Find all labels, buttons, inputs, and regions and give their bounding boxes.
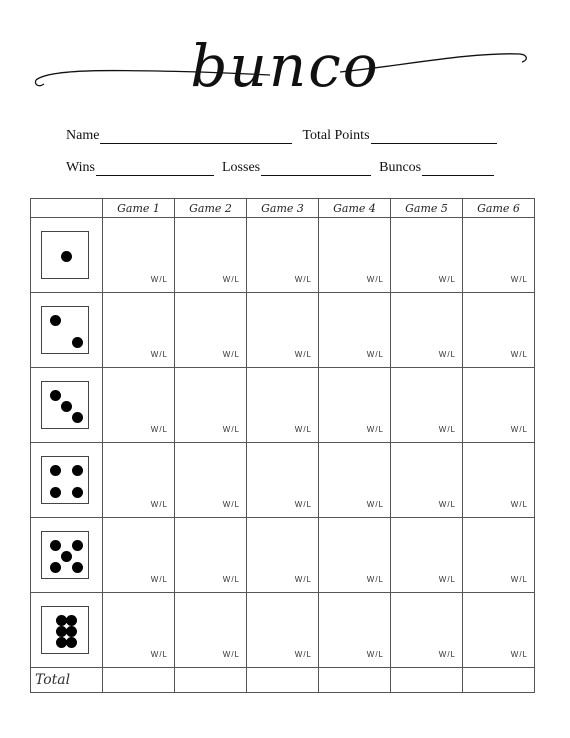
corner-cell [31,199,103,218]
die-pip [50,487,61,498]
game-2-header: Game 2 [175,199,247,218]
total-cell[interactable] [247,668,319,693]
die-cell [31,368,103,443]
die-cell [31,293,103,368]
score-cell[interactable] [247,443,319,518]
score-cell[interactable] [247,368,319,443]
win-loss-label: W/L [294,500,312,509]
win-loss-label: W/L [366,650,384,659]
score-cell[interactable] [175,593,247,668]
score-cell[interactable] [391,593,463,668]
score-cell[interactable] [103,368,175,443]
die-5-icon [41,531,89,579]
score-cell[interactable] [319,593,391,668]
die-pip [50,465,61,476]
win-loss-label: W/L [294,350,312,359]
total-points-line[interactable] [371,129,497,144]
losses-label: Losses [222,160,261,175]
name-field[interactable] [66,128,292,144]
win-loss-label: W/L [150,575,168,584]
round-row [31,368,535,443]
win-loss-label: W/L [294,650,312,659]
score-cell[interactable] [391,293,463,368]
game-4-header: Game 4 [319,199,391,218]
score-cell[interactable] [463,218,535,293]
buncos-line[interactable] [422,161,494,176]
wins-line[interactable] [96,161,214,176]
score-cell[interactable] [463,443,535,518]
score-cell[interactable] [175,218,247,293]
win-loss-label: W/L [294,425,312,434]
win-loss-label: W/L [510,575,528,584]
win-loss-label: W/L [222,350,240,359]
die-cell [31,218,103,293]
game-3-header: Game 3 [247,199,319,218]
die-pip [72,540,83,551]
die-pip [66,626,77,637]
score-cell[interactable] [103,218,175,293]
buncos-field[interactable] [379,160,494,176]
wins-field[interactable] [66,160,214,176]
die-pip [61,401,72,412]
score-cell[interactable] [175,443,247,518]
win-loss-label: W/L [150,350,168,359]
die-pip [61,551,72,562]
die-pip [72,337,83,348]
die-2-icon [41,306,89,354]
score-cell[interactable] [463,593,535,668]
page-title: bunco [190,32,380,100]
score-cell[interactable] [103,518,175,593]
win-loss-label: W/L [510,275,528,284]
die-1-icon [41,231,89,279]
score-cell[interactable] [103,593,175,668]
win-loss-label: W/L [150,425,168,434]
score-cell[interactable] [247,593,319,668]
die-pip [56,637,67,648]
score-cell[interactable] [247,518,319,593]
total-cell[interactable] [463,668,535,693]
total-row [31,668,535,693]
total-cell[interactable] [103,668,175,693]
die-pip [50,562,61,573]
win-loss-label: W/L [438,275,456,284]
die-pip [56,615,67,626]
win-loss-label: W/L [510,350,528,359]
losses-field[interactable] [222,160,371,176]
score-cell[interactable] [319,368,391,443]
die-cell [31,443,103,518]
die-3-icon [41,381,89,429]
win-loss-label: W/L [366,575,384,584]
win-loss-label: W/L [294,575,312,584]
name-line[interactable] [100,129,292,144]
game-6-header: Game 6 [463,199,535,218]
score-cell[interactable] [103,293,175,368]
score-cell[interactable] [247,218,319,293]
die-pip [72,562,83,573]
score-cell[interactable] [319,518,391,593]
die-pip [50,540,61,551]
total-points-field[interactable] [302,128,496,144]
game-1-header: Game 1 [103,199,175,218]
total-cell[interactable] [175,668,247,693]
die-pip [56,626,67,637]
score-cell[interactable] [463,368,535,443]
player-info [66,122,516,176]
win-loss-label: W/L [222,500,240,509]
losses-line[interactable] [261,161,371,176]
round-row [31,443,535,518]
game-header-row [31,199,535,218]
win-loss-label: W/L [510,500,528,509]
win-loss-label: W/L [438,425,456,434]
score-cell[interactable] [463,518,535,593]
die-pip [66,615,77,626]
score-cell[interactable] [391,368,463,443]
round-row [31,518,535,593]
win-loss-label: W/L [222,425,240,434]
win-loss-label: W/L [366,500,384,509]
win-loss-label: W/L [222,650,240,659]
wins-label: Wins [66,160,95,175]
die-pip [61,251,72,262]
total-cell[interactable] [319,668,391,693]
win-loss-label: W/L [366,350,384,359]
win-loss-label: W/L [150,500,168,509]
die-pip [50,315,61,326]
total-cell[interactable] [391,668,463,693]
win-loss-label: W/L [438,650,456,659]
score-cell[interactable] [391,518,463,593]
die-pip [50,390,61,401]
score-cell[interactable] [319,443,391,518]
win-loss-label: W/L [366,275,384,284]
win-loss-label: W/L [294,275,312,284]
win-loss-label: W/L [510,425,528,434]
total-points-label: Total Points [302,128,370,143]
buncos-label: Buncos [379,160,422,175]
die-pip [66,637,77,648]
die-pip [72,465,83,476]
die-pip [72,412,83,423]
score-cell[interactable] [319,218,391,293]
win-loss-label: W/L [150,275,168,284]
score-cell[interactable] [175,368,247,443]
score-cell[interactable] [175,518,247,593]
header [0,0,570,120]
die-cell [31,518,103,593]
game-5-header: Game 5 [391,199,463,218]
score-cell[interactable] [463,293,535,368]
die-4-icon [41,456,89,504]
score-cell[interactable] [175,293,247,368]
win-loss-label: W/L [438,350,456,359]
total-label: Total [31,668,103,693]
score-cell[interactable] [391,443,463,518]
name-label: Name [66,128,100,143]
die-pip [72,487,83,498]
win-loss-label: W/L [222,575,240,584]
die-6-icon [41,606,89,654]
score-cell[interactable] [247,293,319,368]
score-cell[interactable] [319,293,391,368]
win-loss-label: W/L [510,650,528,659]
score-cell[interactable] [391,218,463,293]
win-loss-label: W/L [438,500,456,509]
round-row [31,593,535,668]
score-cell[interactable] [103,443,175,518]
round-row [31,293,535,368]
win-loss-label: W/L [438,575,456,584]
score-table [30,198,535,693]
round-row [31,218,535,293]
win-loss-label: W/L [222,275,240,284]
win-loss-label: W/L [150,650,168,659]
die-cell [31,593,103,668]
win-loss-label: W/L [366,425,384,434]
